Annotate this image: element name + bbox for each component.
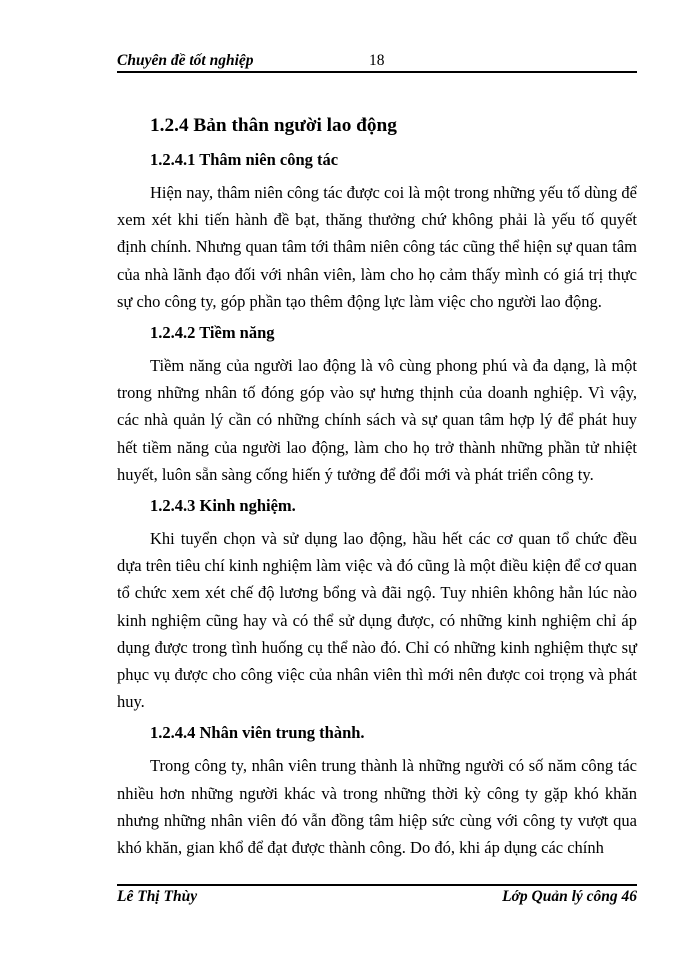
body-paragraph: Hiện nay, thâm niên công tác được coi là một trong những yếu tố dùng để xem xét khi tiến hành đề bạt, thăng thưởng chứ không phải là yếu tố quyết định chính. Nhưng quan tâm tới thâm niên công tác cũng thể hiện sự quan tâm của nhà lãnh đạo đối với nhân viên, làm cho họ cảm thấy mình có giá trị thực sự cho công ty, góp phần tạo thêm động lực làm việc cho người lao động. xyxy=(117,183,637,311)
page-number: 18 xyxy=(369,52,385,69)
page-header xyxy=(117,52,637,72)
page-body xyxy=(117,112,637,865)
document-title: Chuyên đề tốt nghiệp xyxy=(117,52,254,69)
subsection-heading: 1.2.4.2 Tiềm năng xyxy=(150,323,275,343)
section-heading: 1.2.4 Bản thân người lao động xyxy=(150,115,397,136)
header-divider xyxy=(117,71,637,73)
footer-divider xyxy=(117,884,637,886)
subsection-heading: 1.2.4.1 Thâm niên công tác xyxy=(150,150,339,169)
footer-class: Lớp Quản lý công 46 xyxy=(502,888,637,905)
body-paragraph: Trong công ty, nhân viên trung thành là những người có số năm công tác nhiều hơn những người khác và trong những thời kỳ công ty gặp khó khăn nhưng những nhân viên đó vẫn đồng tâm hiệp sức cùng với công ty vượt qua khó khăn, gian khổ để đạt được thành công. Do đó, khi áp dụng các chính xyxy=(117,756,637,858)
subsection-heading: 1.2.4.3 Kinh nghiệm. xyxy=(150,496,296,516)
body-paragraph: Khi tuyển chọn và sử dụng lao động, hầu hết các cơ quan tổ chức đều dựa trên tiêu chí kinh nghiệm làm việc và đó cũng là một điều kiện để cơ quan tổ chức xem xét chế độ lương bổng và đãi ngộ. Tuy nhiên không hẳn lúc nào kinh nghiệm cũng hay và có thể sử dụng được, có những kinh nghiệm chỉ áp dụng được trong tình huống cụ thể nào đó. Chỉ có những kinh nghiệm thực sự phục vụ được cho công việc của nhân viên thì mới nên được coi trọng và phát huy. xyxy=(117,529,637,712)
subsection-heading: 1.2.4.4 Nhân viên trung thành. xyxy=(150,723,365,743)
footer-author: Lê Thị Thùy xyxy=(117,888,198,905)
body-paragraph: Tiềm năng của người lao động là vô cùng phong phú và đa dạng, là một trong những nhân tố đóng góp vào sự hưng thịnh của doanh nghiệp. Vì vậy, các nhà quản lý cần có những chính sách và sự quan tâm hợp lý để phát huy hết tiềm năng của người lao động, làm cho họ trở thành những phần tử nhiệt huyết, luôn sẵn sàng cống hiến ý tưởng để đổi mới và phát triển công ty. xyxy=(117,356,637,484)
